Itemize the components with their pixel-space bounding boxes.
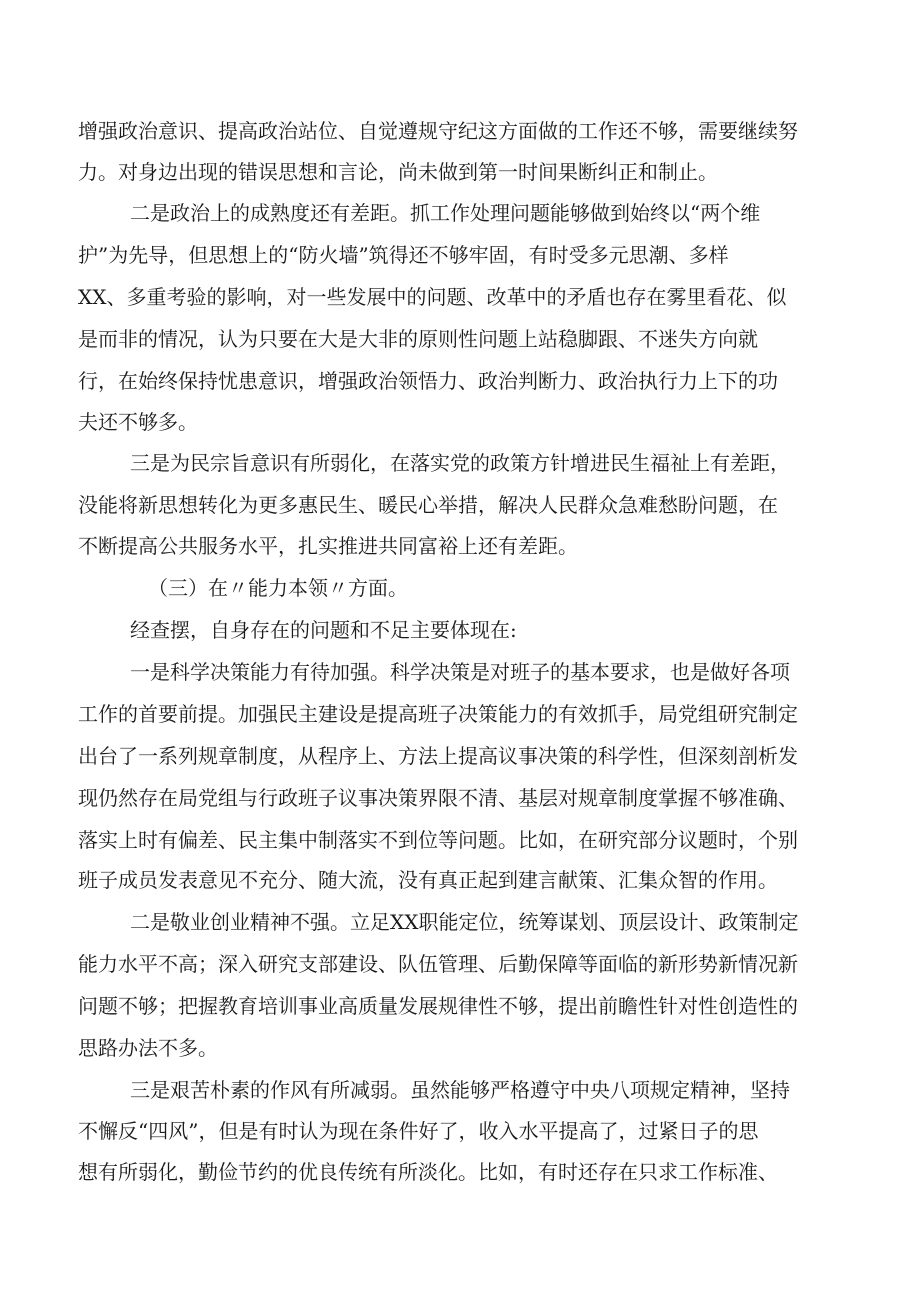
text-line: 一是科学决策能力有待加强。科学决策是对班子的基本要求，也是做好各项 xyxy=(130,660,790,684)
text-line: 班子成员发表意见不充分、随大流，没有真正起到建言献策、汇集众智的作用。 xyxy=(78,868,778,892)
text-line: 护”为先导，但思想上的“防火墙”筑得还不够牢固，有时受多元思潮、多样 xyxy=(78,243,729,267)
text-line: 出台了一系列规章制度，从程序上、方法上提高议事决策的科学性，但深刻剖析发 xyxy=(78,744,798,768)
text-line: 想有所弱化，勤俭节约的优良传统有所淡化。比如，有时还存在只求工作标准、 xyxy=(78,1160,778,1184)
text-line: 三是为民宗旨意识有所弱化，在落实党的政策方针增进民生福祉上有差距， xyxy=(130,451,790,475)
text-line: 经查摆，自身存在的问题和不足主要体现在: xyxy=(130,618,517,642)
text-line: 没能将新思想转化为更多惠民生、暖民心举措，解决人民群众急难愁盼问题，在 xyxy=(78,493,778,517)
text-line: 问题不够；把握教育培训事业高质量发展规律性不够，提出前瞻性针对性创造性的 xyxy=(78,994,798,1018)
text-line: 能力水平不高；深入研究支部建设、队伍管理、后勤保障等面临的新形势新情况新 xyxy=(78,952,798,976)
text-line: 夫还不够多。 xyxy=(78,410,198,434)
text-line: XX、多重考验的影响，对一些发展中的问题、改革中的矛盾也存在雾里看花、似 xyxy=(78,285,787,309)
text-line: 工作的首要前提。加强民主建设是提高班子决策能力的有效抓手，局党组研究制定 xyxy=(78,702,798,726)
text-line: 现仍然存在局党组与行政班子议事决策界限不清、基层对规章制度掌握不够准确、 xyxy=(78,786,798,810)
text-line: 三是艰苦朴素的作风有所减弱。虽然能够严格遵守中央八项规定精神，坚持 xyxy=(130,1078,790,1102)
text-line: 是而非的情况，认为只要在大是大非的原则性问题上站稳脚跟、不迷失方向就 xyxy=(78,327,758,351)
text-line: 二是政治上的成熟度还有差距。抓工作处理问题能够做到始终以“两个维 xyxy=(130,201,761,225)
text-line: 行，在始终保持忧患意识，增强政治领悟力、政治判断力、政治执行力上下的功 xyxy=(78,369,778,393)
section-heading: （三）在〃能力本领〃方面。 xyxy=(148,576,408,600)
text-line: 思路办法不多。 xyxy=(78,1036,218,1060)
text-line: 不懈反“四风”，但是有时认为现在条件好了，收入水平提高了，过紧日子的思 xyxy=(78,1119,759,1143)
text-line: 二是敬业创业精神不强。立足XX职能定位，统筹谋划、顶层设计、政策制定 xyxy=(130,910,799,934)
text-line: 增强政治意识、提高政治站位、自觉遵规守纪这方面做的工作还不够，需要继续努 xyxy=(78,119,798,143)
text-line: 不断提高公共服务水平，扎实推进共同富裕上还有差距。 xyxy=(78,534,578,558)
text-line: 力。对身边出现的错误思想和言论，尚未做到第一时间果断纠正和制止。 xyxy=(78,160,718,184)
text-line: 落实上时有偏差、民主集中制落实不到位等问题。比如，在研究部分议题时，个别 xyxy=(78,828,798,852)
